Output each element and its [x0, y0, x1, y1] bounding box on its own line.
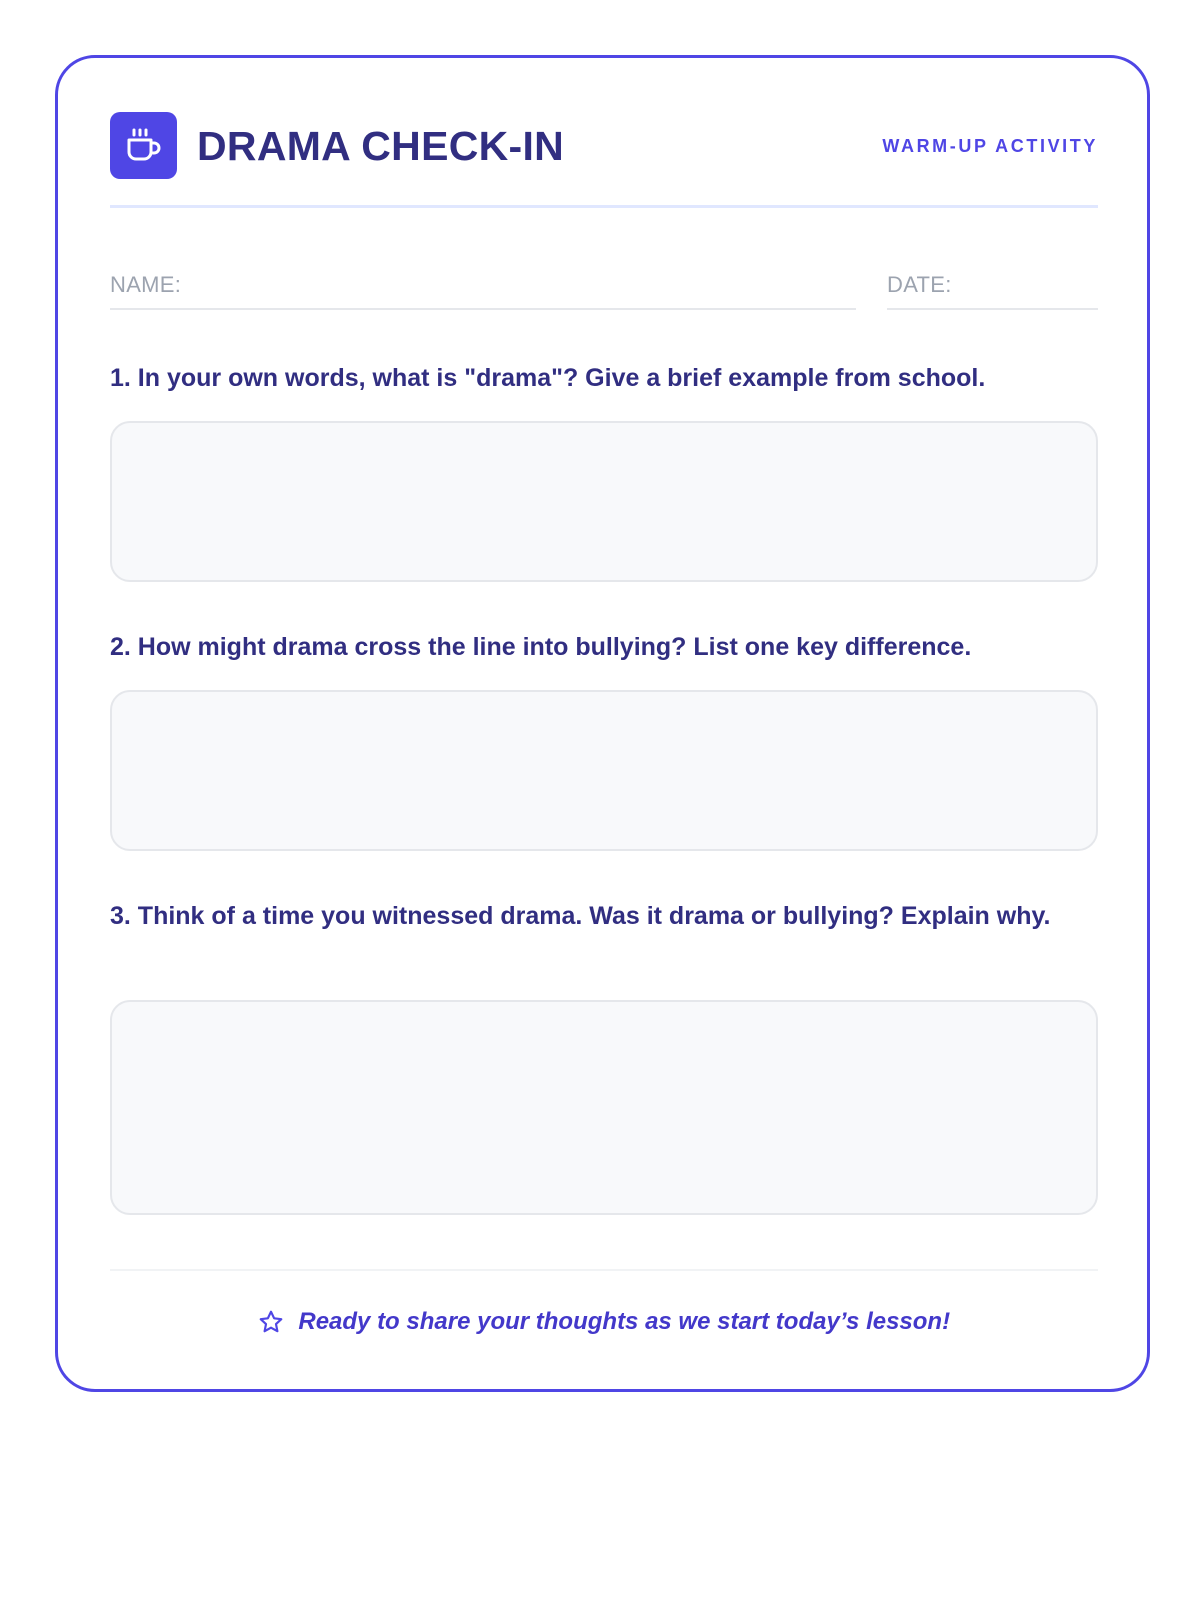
question-3: 3. Think of a time you witnessed drama. Was it drama or bullying? Explain why.: [110, 902, 1051, 930]
question-2: 2. How might drama cross the line into bullying? List one key difference.: [110, 633, 972, 661]
header-divider: [110, 205, 1098, 208]
coffee-cup-icon: [124, 126, 164, 166]
answer-box-1[interactable]: [110, 421, 1098, 582]
answer-box-3[interactable]: [110, 1000, 1098, 1215]
footer-note: [110, 1308, 1098, 1348]
worksheet-card: [55, 55, 1150, 1392]
footer-text: Ready to share your thoughts as we start today’s lesson!: [298, 1308, 951, 1335]
activity-tag: WARM-UP ACTIVITY: [882, 136, 1098, 156]
date-field[interactable]: [887, 268, 1098, 310]
page-title: DRAMA CHECK-IN: [197, 123, 565, 169]
question-1: 1. In your own words, what is "drama"? Give a brief example from school.: [110, 364, 986, 392]
name-label: NAME:: [110, 272, 182, 297]
worksheet-header: [110, 112, 1098, 179]
name-field[interactable]: [110, 268, 856, 310]
answer-box-2[interactable]: [110, 690, 1098, 851]
star-icon: [258, 1309, 284, 1335]
logo-badge: [110, 112, 177, 179]
date-label: DATE:: [887, 272, 952, 297]
footer-divider: [110, 1269, 1098, 1271]
